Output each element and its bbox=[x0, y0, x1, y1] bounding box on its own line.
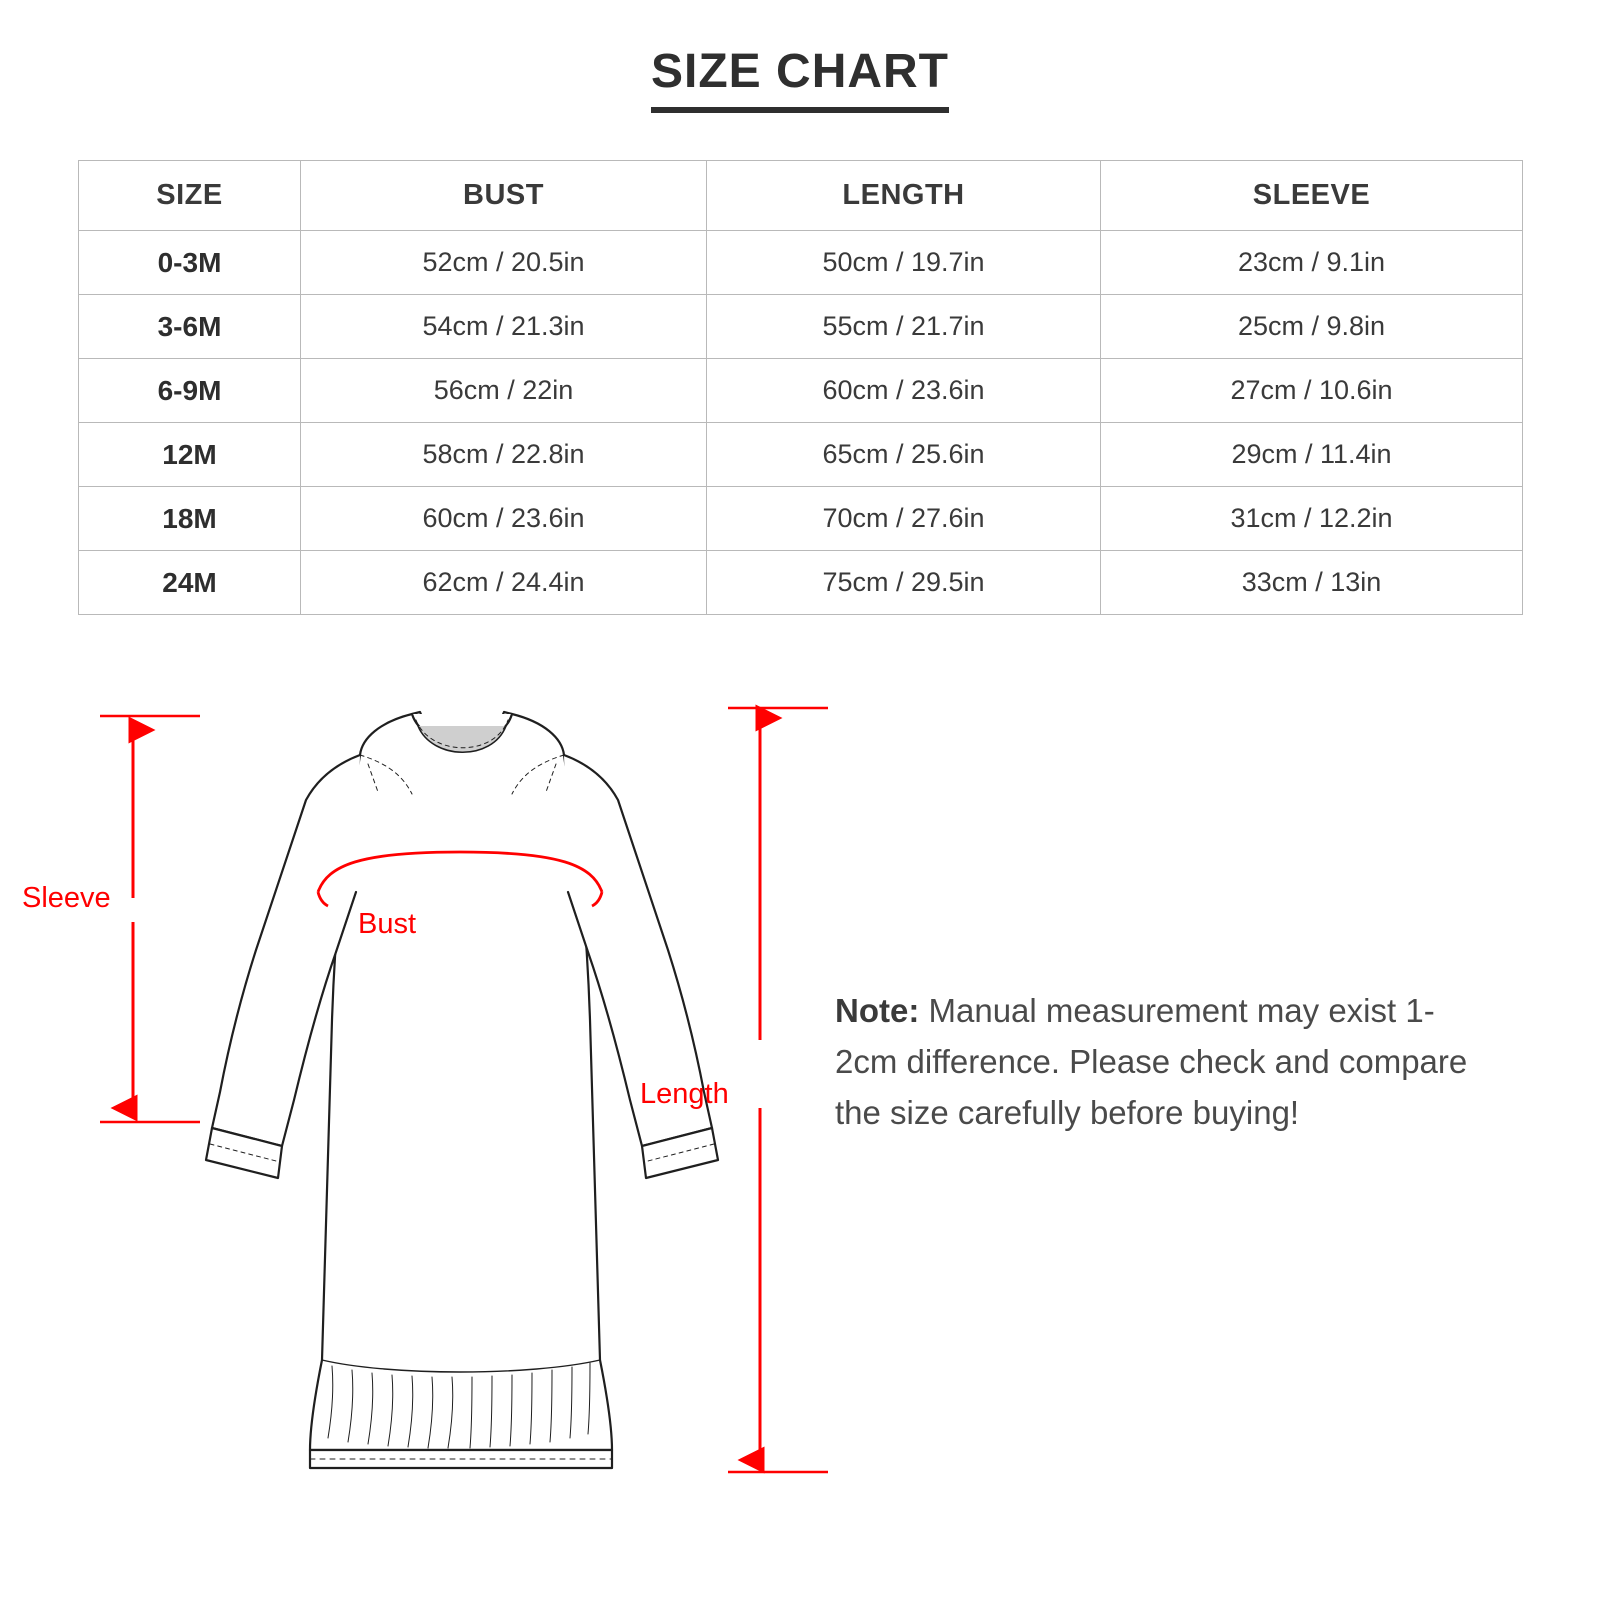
cell-sleeve: 25cm / 9.8in bbox=[1101, 295, 1523, 359]
cell-bust: 52cm / 20.5in bbox=[301, 231, 707, 295]
cell-sleeve: 27cm / 10.6in bbox=[1101, 359, 1523, 423]
cell-sleeve: 23cm / 9.1in bbox=[1101, 231, 1523, 295]
table-row bbox=[79, 231, 1523, 295]
cell-bust: 60cm / 23.6in bbox=[301, 487, 707, 551]
cell-size: 3-6M bbox=[79, 295, 301, 359]
cell-bust: 54cm / 21.3in bbox=[301, 295, 707, 359]
cell-size: 18M bbox=[79, 487, 301, 551]
table-header-row bbox=[79, 161, 1523, 231]
cell-size: 24M bbox=[79, 551, 301, 615]
page-title-text: SIZE CHART bbox=[651, 44, 949, 113]
cell-size: 12M bbox=[79, 423, 301, 487]
bust-measure-label: Bust bbox=[358, 908, 417, 940]
cell-sleeve: 33cm / 13in bbox=[1101, 551, 1523, 615]
cell-bust: 62cm / 24.4in bbox=[301, 551, 707, 615]
length-measure-label: Length bbox=[640, 1078, 729, 1110]
cell-sleeve: 29cm / 11.4in bbox=[1101, 423, 1523, 487]
cell-length: 55cm / 21.7in bbox=[707, 295, 1101, 359]
column-header-length: LENGTH bbox=[707, 161, 1101, 231]
column-header-bust: BUST bbox=[301, 161, 707, 231]
cell-length: 70cm / 27.6in bbox=[707, 487, 1101, 551]
cell-bust: 56cm / 22in bbox=[301, 359, 707, 423]
cell-length: 75cm / 29.5in bbox=[707, 551, 1101, 615]
column-header-size: SIZE bbox=[79, 161, 301, 231]
size-chart-table bbox=[78, 160, 1523, 615]
table-row bbox=[79, 295, 1523, 359]
column-header-sleeve: SLEEVE bbox=[1101, 161, 1523, 231]
measurement-arrows bbox=[60, 660, 860, 1520]
table-row bbox=[79, 359, 1523, 423]
cell-bust: 58cm / 22.8in bbox=[301, 423, 707, 487]
note-text bbox=[835, 985, 1475, 1138]
cell-length: 50cm / 19.7in bbox=[707, 231, 1101, 295]
cell-length: 60cm / 23.6in bbox=[707, 359, 1101, 423]
cell-sleeve: 31cm / 12.2in bbox=[1101, 487, 1523, 551]
note-prefix: Note: bbox=[835, 992, 920, 1029]
note-body: Manual measurement may exist 1-2cm difference. Please check and compare the size carefully before buying! bbox=[835, 992, 1468, 1132]
table-row bbox=[79, 551, 1523, 615]
sleeve-measure-label: Sleeve bbox=[22, 882, 111, 914]
cell-size: 0-3M bbox=[79, 231, 301, 295]
cell-length: 65cm / 25.6in bbox=[707, 423, 1101, 487]
table-row bbox=[79, 487, 1523, 551]
cell-size: 6-9M bbox=[79, 359, 301, 423]
page-title bbox=[0, 44, 1600, 113]
table-row bbox=[79, 423, 1523, 487]
